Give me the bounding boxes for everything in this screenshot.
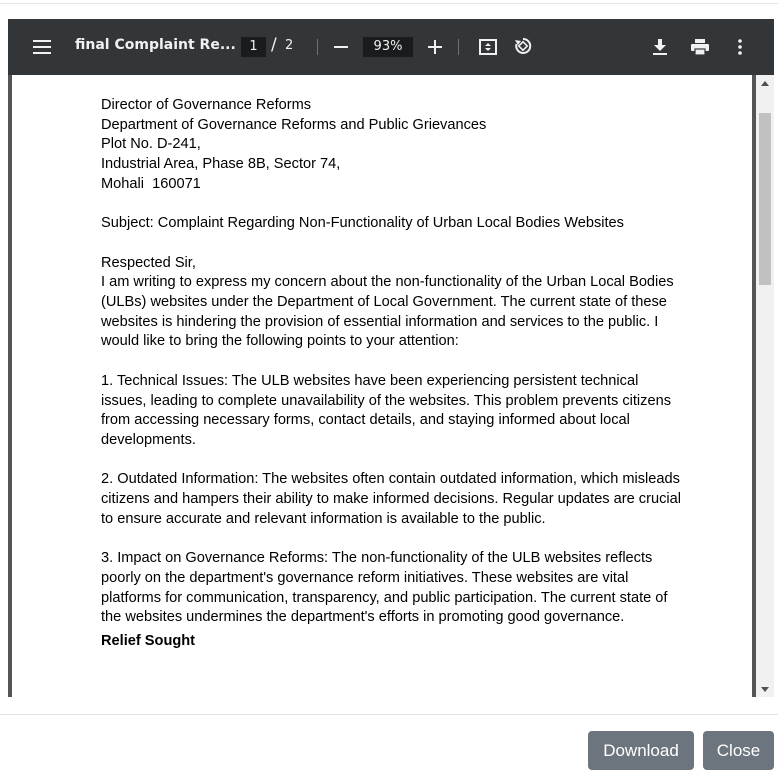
plus-icon[interactable] bbox=[421, 33, 449, 61]
address-line: Mohali 160071 bbox=[101, 175, 201, 192]
pdf-viewer bbox=[8, 19, 774, 697]
address-line: Department of Governance Reforms and Public Grievances bbox=[101, 116, 487, 133]
close-button[interactable]: Close bbox=[703, 731, 774, 770]
letter-point-1: 1. Technical Issues: The ULB websites have been experiencing persistent technical issues, leading to complete unavailability of the websites. This problem prevents citizens from accessing necessary forms, contact details, and staying informed about local developments. bbox=[101, 372, 671, 448]
menu-icon[interactable] bbox=[28, 33, 56, 61]
relief-heading: Relief Sought bbox=[101, 632, 196, 649]
minus-icon[interactable] bbox=[327, 33, 355, 61]
vertical-scrollbar[interactable] bbox=[756, 75, 774, 697]
letter-intro-paragraph: I am writing to express my concern about the non-functionality of the Urban Local Bodies (ULBs) websites under the Department of Local Government. The current state of these websites is hindering the provision of essential information and services to the public. I would like to bring the following points to your attention: bbox=[101, 274, 674, 350]
letter-salutation: Respected Sir, bbox=[101, 254, 196, 271]
modal-footer bbox=[0, 714, 778, 778]
letter-body bbox=[101, 96, 681, 652]
download-icon[interactable] bbox=[646, 33, 674, 61]
letter-point-3: 3. Impact on Governance Reforms: The non-functionality of the ULB websites reflects poorly on the department's governance reform initiatives. These websites are vital platforms for communication, transparency, and public participation. The current state of the websites undermines the department's efforts in promoting good governance. bbox=[101, 550, 668, 626]
scrollbar-thumb[interactable] bbox=[759, 113, 771, 285]
address-line: Industrial Area, Phase 8B, Sector 74, bbox=[101, 156, 341, 173]
document-title: final Complaint Re... bbox=[75, 37, 236, 53]
print-icon[interactable] bbox=[686, 33, 714, 61]
toolbar-divider bbox=[458, 39, 459, 55]
pdf-page bbox=[12, 75, 752, 697]
address-line: Plot No. D-241, bbox=[101, 136, 201, 153]
more-vertical-icon[interactable] bbox=[726, 33, 754, 61]
zoom-level-input[interactable]: 93% bbox=[363, 37, 413, 57]
page-separator: / bbox=[271, 35, 277, 55]
pdf-toolbar bbox=[8, 19, 774, 75]
fit-page-icon[interactable] bbox=[474, 33, 502, 61]
scroll-up-icon[interactable] bbox=[756, 75, 774, 91]
scroll-down-icon[interactable] bbox=[756, 681, 774, 697]
letter-subject: Subject: Complaint Regarding Non-Functionality of Urban Local Bodies Websites bbox=[101, 215, 624, 232]
address-line: Director of Governance Reforms bbox=[101, 97, 312, 113]
page-total: 2 bbox=[285, 38, 294, 53]
page-number-input[interactable]: 1 bbox=[241, 37, 266, 57]
modal-top-divider bbox=[0, 0, 778, 4]
rotate-icon[interactable] bbox=[509, 32, 537, 60]
letter-point-2: 2. Outdated Information: The websites often contain outdated information, which misleads citizens and hampers their ability to make informed decisions. Regular updates are crucial to ensure accurate and relevant information is available to the public. bbox=[101, 471, 681, 527]
download-button[interactable]: Download bbox=[588, 731, 694, 770]
toolbar-divider bbox=[317, 39, 318, 55]
